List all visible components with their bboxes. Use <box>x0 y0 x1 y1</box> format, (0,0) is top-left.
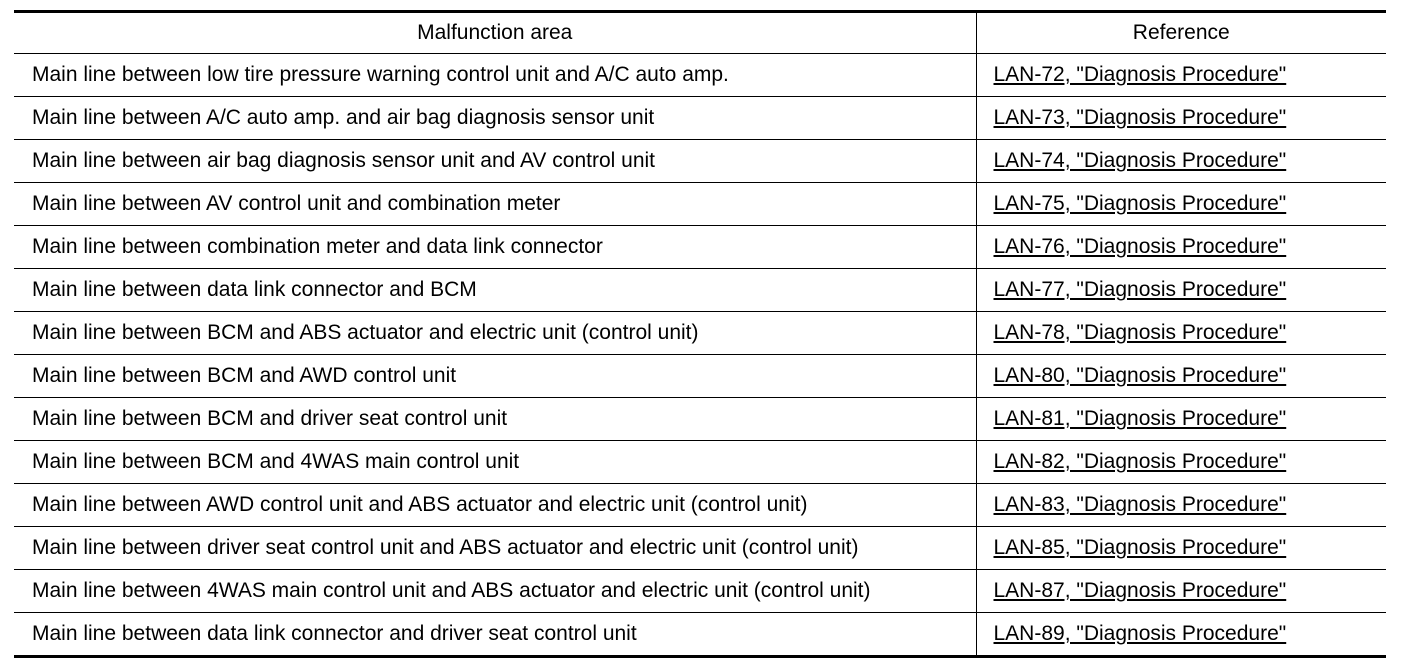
reference-link[interactable]: LAN-73, "Diagnosis Procedure" <box>993 106 1287 129</box>
reference-cell <box>976 441 1386 484</box>
reference-cell <box>976 312 1386 355</box>
reference-cell <box>976 269 1386 312</box>
reference-link[interactable]: LAN-77, "Diagnosis Procedure" <box>993 278 1287 301</box>
reference-cell <box>976 398 1386 441</box>
header-reference: Reference <box>976 12 1386 54</box>
malfunction-area-cell: Main line between low tire pressure warning control unit and A/C auto amp. <box>14 54 976 97</box>
malfunction-area-cell: Main line between BCM and AWD control unit <box>14 355 976 398</box>
reference-cell <box>976 226 1386 269</box>
malfunction-area-cell: Main line between combination meter and data link connector <box>14 226 976 269</box>
table-row <box>14 527 1386 570</box>
table-row <box>14 269 1386 312</box>
table-header <box>14 12 1386 54</box>
reference-cell <box>976 527 1386 570</box>
reference-link[interactable]: LAN-75, "Diagnosis Procedure" <box>993 192 1287 215</box>
malfunction-area-cell: Main line between BCM and driver seat control unit <box>14 398 976 441</box>
reference-link[interactable]: LAN-80, "Diagnosis Procedure" <box>993 364 1287 387</box>
table-row <box>14 355 1386 398</box>
malfunction-area-cell: Main line between driver seat control unit and ABS actuator and electric unit (control unit) <box>14 527 976 570</box>
table-row <box>14 97 1386 140</box>
table-row <box>14 398 1386 441</box>
table-row <box>14 441 1386 484</box>
malfunction-reference-table <box>14 10 1386 658</box>
malfunction-area-cell: Main line between BCM and 4WAS main control unit <box>14 441 976 484</box>
malfunction-reference-table-container <box>14 10 1386 658</box>
malfunction-area-cell: Main line between AWD control unit and ABS actuator and electric unit (control unit) <box>14 484 976 527</box>
reference-link[interactable]: LAN-81, "Diagnosis Procedure" <box>993 407 1287 430</box>
table-row <box>14 484 1386 527</box>
header-row <box>14 12 1386 54</box>
reference-cell <box>976 613 1386 657</box>
malfunction-area-cell: Main line between 4WAS main control unit and ABS actuator and electric unit (control unit) <box>14 570 976 613</box>
table-row <box>14 140 1386 183</box>
table-row <box>14 312 1386 355</box>
header-malfunction-area: Malfunction area <box>14 12 976 54</box>
malfunction-area-cell: Main line between AV control unit and combination meter <box>14 183 976 226</box>
table-row <box>14 613 1386 657</box>
malfunction-area-cell: Main line between BCM and ABS actuator and electric unit (control unit) <box>14 312 976 355</box>
table-row <box>14 183 1386 226</box>
reference-cell <box>976 97 1386 140</box>
malfunction-area-cell: Main line between A/C auto amp. and air bag diagnosis sensor unit <box>14 97 976 140</box>
reference-link[interactable]: LAN-78, "Diagnosis Procedure" <box>993 321 1287 344</box>
reference-cell <box>976 140 1386 183</box>
reference-cell <box>976 54 1386 97</box>
reference-cell <box>976 183 1386 226</box>
table-body <box>14 54 1386 657</box>
reference-link[interactable]: LAN-83, "Diagnosis Procedure" <box>993 493 1287 516</box>
reference-link[interactable]: LAN-72, "Diagnosis Procedure" <box>993 63 1287 86</box>
reference-link[interactable]: LAN-89, "Diagnosis Procedure" <box>993 622 1287 645</box>
malfunction-area-cell: Main line between data link connector and BCM <box>14 269 976 312</box>
reference-link[interactable]: LAN-82, "Diagnosis Procedure" <box>993 450 1287 473</box>
table-row <box>14 570 1386 613</box>
malfunction-area-cell: Main line between data link connector and driver seat control unit <box>14 613 976 657</box>
reference-link[interactable]: LAN-76, "Diagnosis Procedure" <box>993 235 1287 258</box>
malfunction-area-cell: Main line between air bag diagnosis sensor unit and AV control unit <box>14 140 976 183</box>
reference-link[interactable]: LAN-87, "Diagnosis Procedure" <box>993 579 1287 602</box>
reference-link[interactable]: LAN-74, "Diagnosis Procedure" <box>993 149 1287 172</box>
reference-cell <box>976 484 1386 527</box>
table-row <box>14 226 1386 269</box>
reference-cell <box>976 355 1386 398</box>
reference-link[interactable]: LAN-85, "Diagnosis Procedure" <box>993 536 1287 559</box>
reference-cell <box>976 570 1386 613</box>
table-row <box>14 54 1386 97</box>
